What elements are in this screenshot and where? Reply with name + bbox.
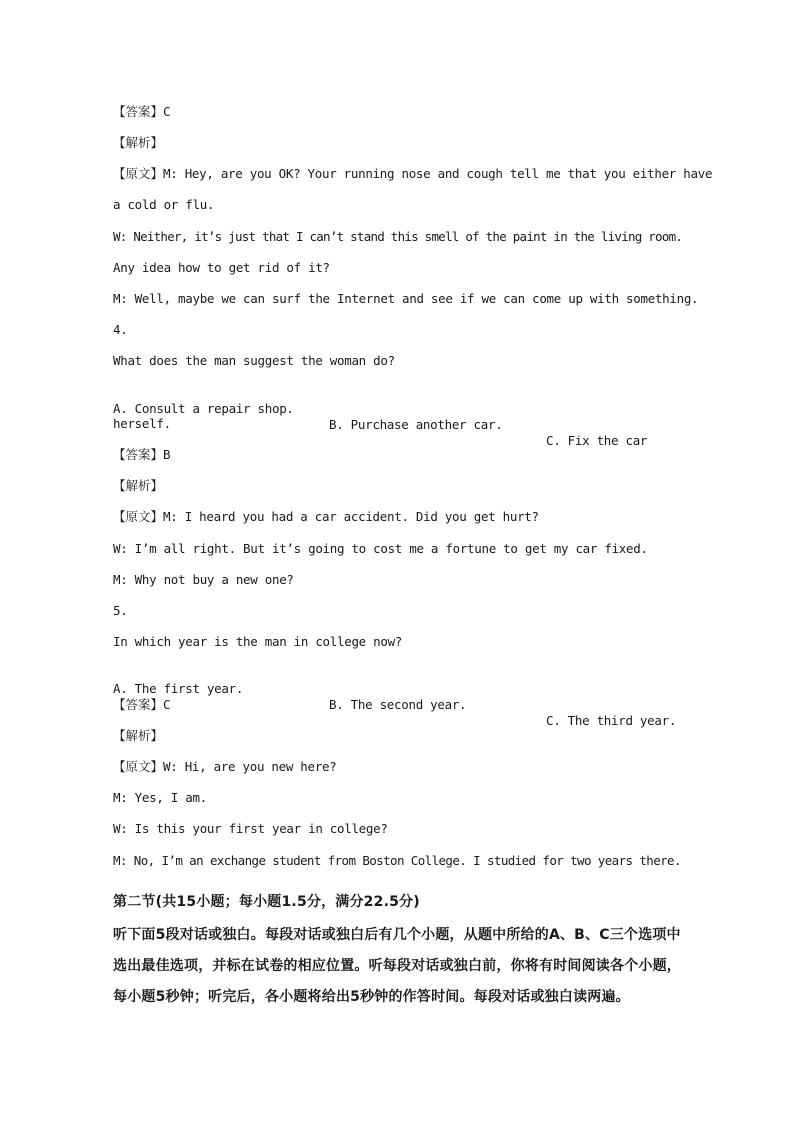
q4-answer [113, 447, 170, 463]
q5-options [113, 665, 713, 745]
section2-heading: 第二节(共15小题；每小题1.5分，满分22.5分) [113, 894, 420, 910]
q5-transcript-line-1 [113, 759, 336, 775]
q4-option-b: B. Purchase another car. [329, 417, 503, 432]
q3-transcript-line-5: M: Well, maybe we can surf the Internet and see if we can come up with something. [113, 291, 699, 306]
q5-transcript-line-4: M: No, I’m an exchange student from Boston College. I studied for two years there. [113, 853, 681, 868]
q4-number: 4. [113, 322, 128, 337]
q3-transcript-line-2: a cold or flu. [113, 197, 215, 212]
section2-instruction-line-1: 听下面5段对话或独白。每段对话或独白后有几个小题，从题中所给的A、B、C三个选项中 [113, 927, 681, 943]
answer-label: 【答案】 [113, 697, 164, 712]
q4-transcript-line-2: W: I’m all right. But it’s going to cost me a fortune to get my car fixed. [113, 541, 648, 556]
transcript-text: M: I heard you had a car accident. Did you get hurt? [163, 509, 539, 524]
transcript-text: M: Hey, are you OK? Your running nose and cough tell me that you either have [163, 166, 713, 181]
q3-transcript-line-3: W: Neither, it’s just that I can’t stand this smell of the paint in the living room. [113, 229, 683, 244]
transcript-label: 【原文】 [113, 759, 164, 774]
q4-option-c-cont: herself. [113, 416, 171, 431]
q3-transcript-line-1 [113, 166, 712, 182]
section2-instruction-line-2: 选出最佳选项，并标在试卷的相应位置。听每段对话或独白前，你将有时间阅读各个小题， [113, 958, 681, 974]
q5-answer [113, 697, 170, 713]
q5-number: 5. [113, 603, 128, 618]
q5-analysis-label: 【解析】 [113, 728, 164, 743]
q4-option-c: C. Fix the car [546, 433, 648, 448]
q5-option-a: A. The first year. [113, 681, 244, 696]
q3-analysis-label: 【解析】 [113, 135, 164, 150]
transcript-label: 【原文】 [113, 166, 164, 181]
q4-option-a: A. Consult a repair shop. [113, 401, 294, 416]
q3-answer [113, 104, 170, 120]
transcript-label: 【原文】 [113, 509, 164, 524]
answer-label: 【答案】 [113, 447, 164, 462]
q3-transcript-line-4: Any idea how to get rid of it? [113, 260, 330, 275]
q5-option-c: C. The third year. [546, 713, 677, 728]
q5-transcript-line-2: M: Yes, I am. [113, 790, 207, 805]
q4-transcript-line-1 [113, 509, 539, 525]
q4-transcript-line-3: M: Why not buy a new one? [113, 572, 294, 587]
q4-analysis-label: 【解析】 [113, 478, 164, 493]
q4-question: What does the man suggest the woman do? [113, 353, 395, 368]
answer-value: C [163, 104, 171, 119]
q4-options [113, 385, 713, 465]
answer-label: 【答案】 [113, 104, 164, 119]
q5-transcript-line-3: W: Is this your first year in college? [113, 821, 388, 836]
q5-question: In which year is the man in college now? [113, 634, 403, 649]
transcript-text: W: Hi, are you new here? [163, 759, 337, 774]
q5-option-b: B. The second year. [329, 697, 467, 712]
section2-instruction-line-3: 每小题5秒钟；听完后，各小题将给出5秒钟的作答时间。每段对话或独白读两遍。 [113, 989, 630, 1005]
answer-value: B [163, 447, 171, 462]
answer-value: C [163, 697, 171, 712]
